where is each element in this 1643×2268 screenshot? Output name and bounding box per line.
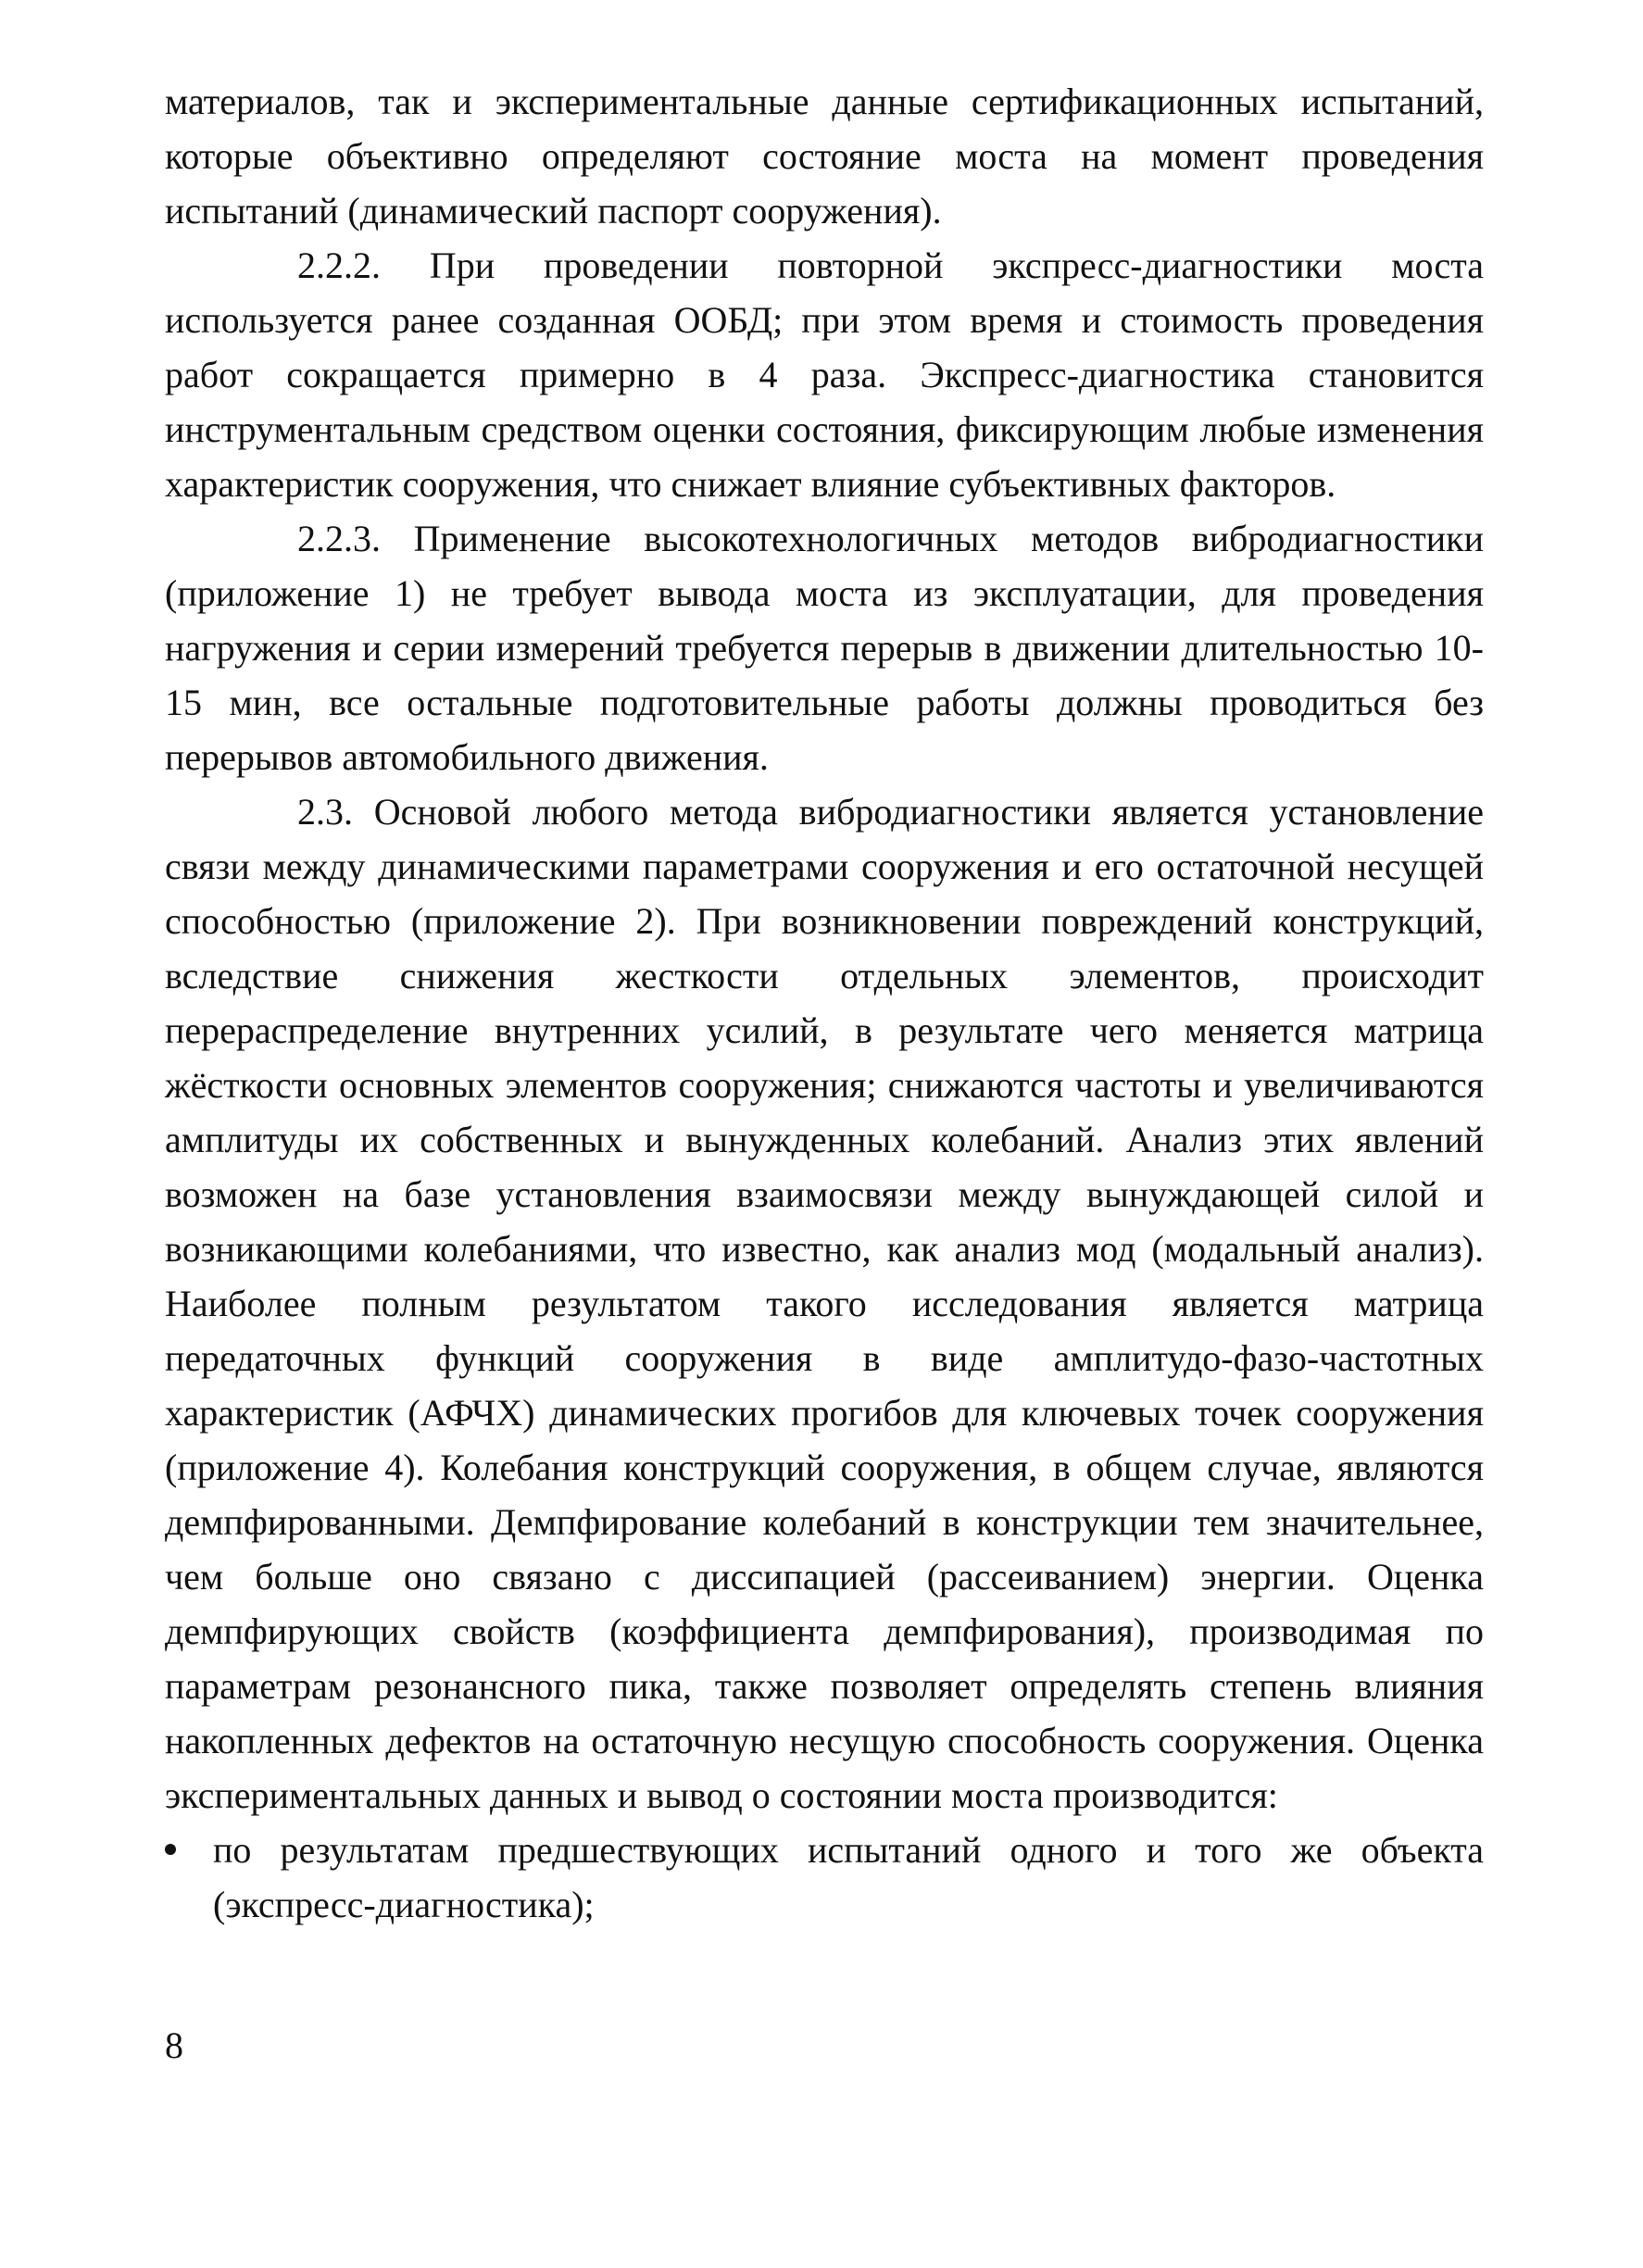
bullet-text: по результатам предшествующих испытаний одного и того же объекта (экспресс-диагностика); bbox=[213, 1829, 1484, 1925]
bullet-list bbox=[165, 1823, 1484, 1932]
page-number: 8 bbox=[165, 2024, 183, 2066]
paragraph-2-3: 2.3. Основой любого метода вибродиагностики является установление связи между динамическими параметрами сооружения и его остаточной несущей способностью (приложение 2). При возникновении повреждений конструкций, вследствие снижения жесткости отдельных элементов, происходит перераспределение внутренних усилий, в результате чего меняется матрица жёсткости основных элементов сооружения; снижаются частоты и увеличиваются амплитуды их собственных и вынужденных колебаний. Анализ этих явлений возможен на базе установления взаимосвязи между вынуждающей силой и возникающими колебаниями, что известно, как анализ мод (модальный анализ). Наиболее полным результатом такого исследования является матрица передаточных функций сооружения в виде амплитудо-фазо-частотных характеристик (АФЧХ) динамических прогибов для ключевых точек сооружения (приложение 4). Колебания конструкций сооружения, в общем случае, являются демпфированными. Демпфирование колебаний в конструкции тем значительнее, чем больше оно связано с диссипацией (рассеиванием) энергии. Оценка демпфирующих свойств (коэффициента демпфирования), производимая по параметрам резонансного пика, также позволяет определять степень влияния накопленных дефектов на остаточную несущую способность сооружения. Оценка экспериментальных данных и вывод о состоянии моста производится: bbox=[165, 791, 1484, 1816]
bullet-item bbox=[165, 1823, 1484, 1932]
paragraph-2-2-2: 2.2.2. При проведении повторной экспресс-диагностики моста используется ранее созданная ООБД; при этом время и стоимость проведения работ сокращается примерно в 4 раза. Экспресс-диагностика становится инструментальным средством оценки состояния, фиксирующим любые изменения характеристик сооружения, что снижает влияние субъективных факторов. bbox=[165, 244, 1484, 505]
paragraph-continuation: материалов, так и экспериментальные данные сертификационных испытаний, которые объективно определяют состояние моста на момент проведения испытаний (динамический паспорт сооружения). bbox=[165, 81, 1484, 232]
paragraph-2-2-3: 2.2.3. Применение высокотехнологичных методов вибродиагностики (приложение 1) не требует вывода моста из эксплуатации, для проведения нагружения и серии измерений требуется перерыв в движении длительностью 10-15 мин, все остальные подготовительные работы должны проводиться без перерывов автомобильного движения. bbox=[165, 518, 1484, 778]
body-text bbox=[165, 74, 1484, 1932]
bullet-dot-icon bbox=[165, 1844, 176, 1855]
